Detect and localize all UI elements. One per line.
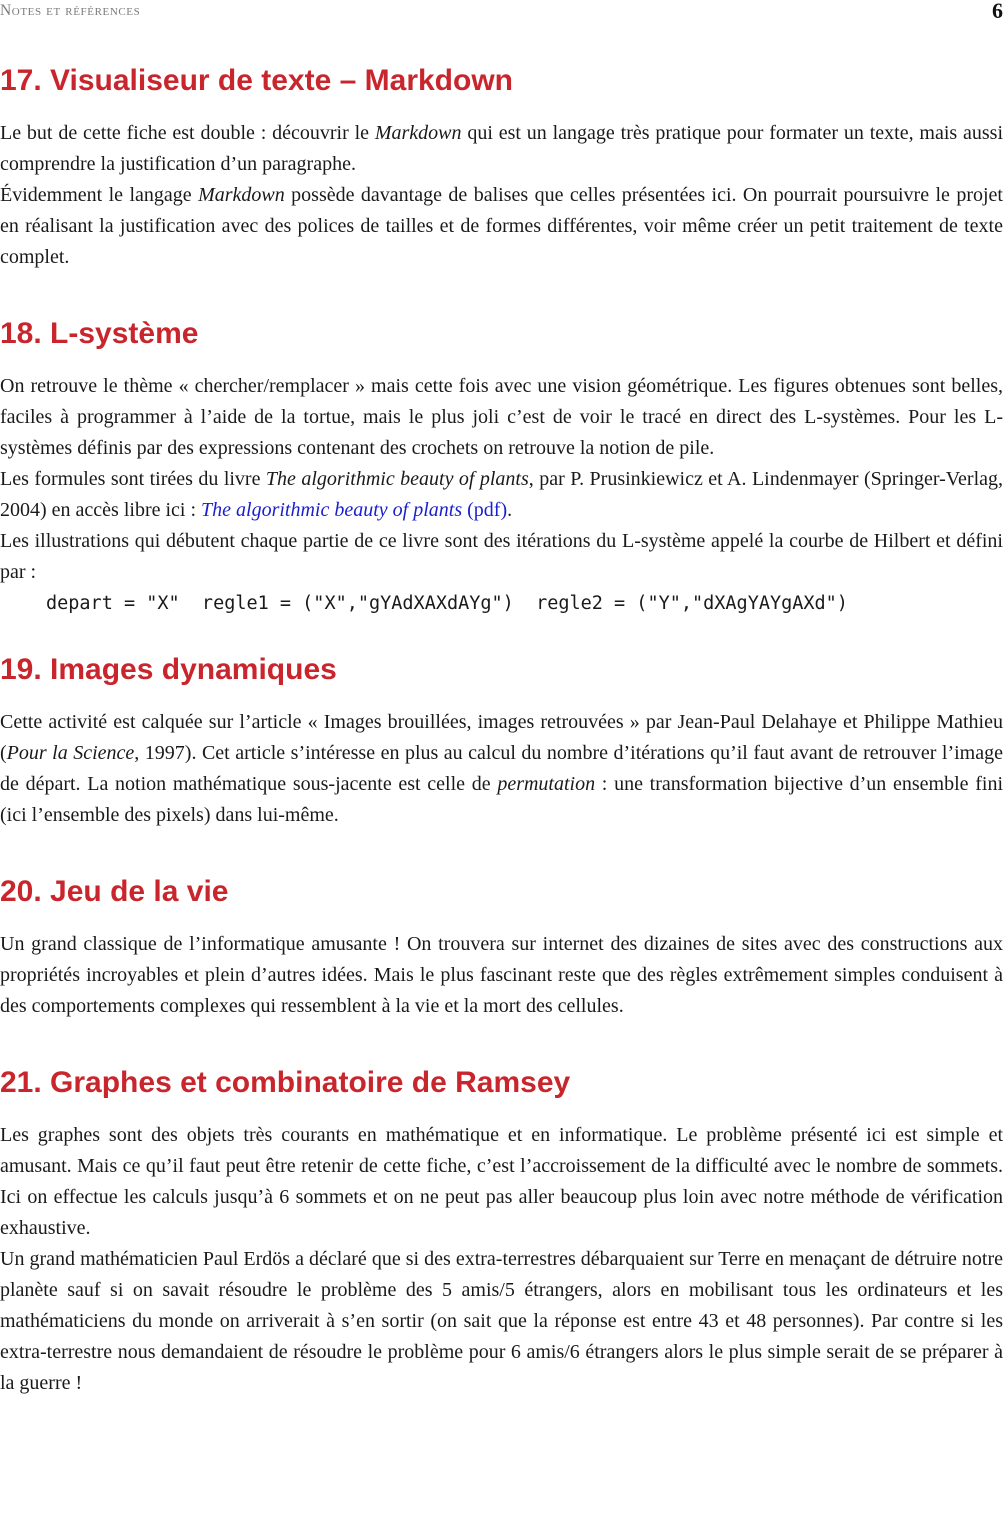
paragraph — [0, 180, 1003, 273]
journal-title: Pour la Science — [6, 742, 135, 764]
text-run: possède davantage de balises que celles présentées ici. On pourrait poursuivre le projet en réalisant la justification avec des polices de tailles et de formes différentes, voir même créer un petit traitement de texte complet. — [0, 184, 1003, 268]
section-title: 19. Images dynamiques — [0, 653, 337, 686]
section-20 — [0, 869, 1003, 1022]
section-title: 21. Graphes et combinatoire de Ramsey — [0, 1066, 571, 1099]
paragraph — [0, 118, 1003, 180]
paragraph — [0, 464, 1003, 526]
text-run: , par P. Prusinkiewicz et A. Lindenmayer (Springer-Verlag, 2004) en accès libre ici : — [0, 468, 1003, 521]
section-title: 17. Visualiseur de texte – Markdown — [0, 64, 513, 97]
text-run: . — [507, 499, 513, 521]
section-17 — [0, 58, 1003, 273]
paragraph: Les graphes sont des objets très courants en mathématique et en informatique. Le problème présenté ici est simple et amusant. Mais ce qu’il faut peut être retenir de cette fiche, c’est l’accroissement de la difficulté avec le nombre de sommets. Ici on effectue les calculs jusqu’à 6 sommets et on ne peut pas aller beaucoup plus loin avec notre méthode de vérification exhaustive. — [0, 1124, 1003, 1239]
emphasis: Markdown — [374, 122, 462, 144]
section-21 — [0, 1060, 1003, 1399]
section-18 — [0, 311, 1003, 619]
code-line: depart = "X" regle1 = ("X","gYAdXAXdAYg") regle2 = ("Y","dXAgYAYgAXd") — [46, 593, 848, 614]
paragraph: Les illustrations qui débutent chaque partie de ce livre sont des itérations du L-système appelé la courbe de Hilbert et défini par : — [0, 530, 1003, 583]
text-run: qui est un langage très pratique pour formater un texte, mais aussi comprendre la justification d’un paragraphe. — [0, 122, 1004, 175]
text-run: Cette activité est calquée sur l’article « Images brouillées, images retrouvées » par Jean-Paul Delahaye et Philippe Mathieu ( — [0, 711, 1003, 764]
emphasis: permutation — [497, 773, 596, 795]
running-title: Notes et références — [0, 2, 141, 19]
text-run: Les formules sont tirées du livre — [0, 468, 266, 490]
text-run: , 1997). Cet article s’intéresse en plus au calcul du nombre d’itérations qu’il faut avant de retrouver l’image de départ. La notion mathématique sous-jacente est celle de — [0, 742, 1003, 795]
paragraph: On retrouve le thème « chercher/remplacer » mais cette fois avec une vision géométrique. Les figures obtenues sont belles, faciles à programmer à l’aide de la tortue, mais le plus joli c’est de voir le tracé en direct des L-systèmes. Pour les L-systèmes définis par des expressions contenant des crochets on retrouve la notion de pile. — [0, 375, 1003, 459]
emphasis: Markdown — [198, 184, 285, 206]
paragraph: Un grand classique de l’informatique amusante ! On trouvera sur internet des dizaines de sites avec des constructions aux propriétés incroyables et plein d’autres idées. Mais le plus fascinant reste que des règles extrêmement simples conduisent à des comportements complexes qui ressemblent à la vie et la mort des cellules. — [0, 933, 1003, 1017]
section-19 — [0, 647, 1003, 831]
link-suffix: (pdf) — [462, 499, 508, 521]
book-link[interactable] — [201, 499, 507, 521]
page-number: 6 — [992, 0, 1003, 23]
text-run: : une transformation bijective d’un ensemble fini (ici l’ensemble des pixels) dans lui-même. — [0, 773, 1003, 826]
page-header — [0, 0, 1005, 26]
paragraph: Un grand mathématicien Paul Erdös a déclaré que si des extra-terrestres débarquaient sur Terre en menaçant de détruire notre planète sauf si on savait résoudre le problème des 5 amis/5 étrangers, alors en mobilisant tous les ordinateurs et les mathématiciens du monde on arriverait à s’en sortir (on sait que la réponse est entre 43 et 48 personnes). Par contre si les extra-terrestre nous demandaient de résoudre le problème pour 6 amis/6 étrangers alors le plus simple serait de se préparer à la guerre ! — [0, 1248, 1003, 1394]
book-title: The algorithmic beauty of plants — [265, 468, 529, 490]
paragraph — [0, 707, 1003, 831]
section-title: 18. L-système — [0, 317, 199, 350]
text-run: Évidemment le langage — [0, 184, 199, 206]
page-content — [0, 58, 1003, 1399]
link-text: The algorithmic beauty of plants — [201, 499, 463, 521]
text-run: Le but de cette fiche est double : découvrir le — [0, 122, 375, 144]
section-title: 20. Jeu de la vie — [0, 875, 229, 908]
